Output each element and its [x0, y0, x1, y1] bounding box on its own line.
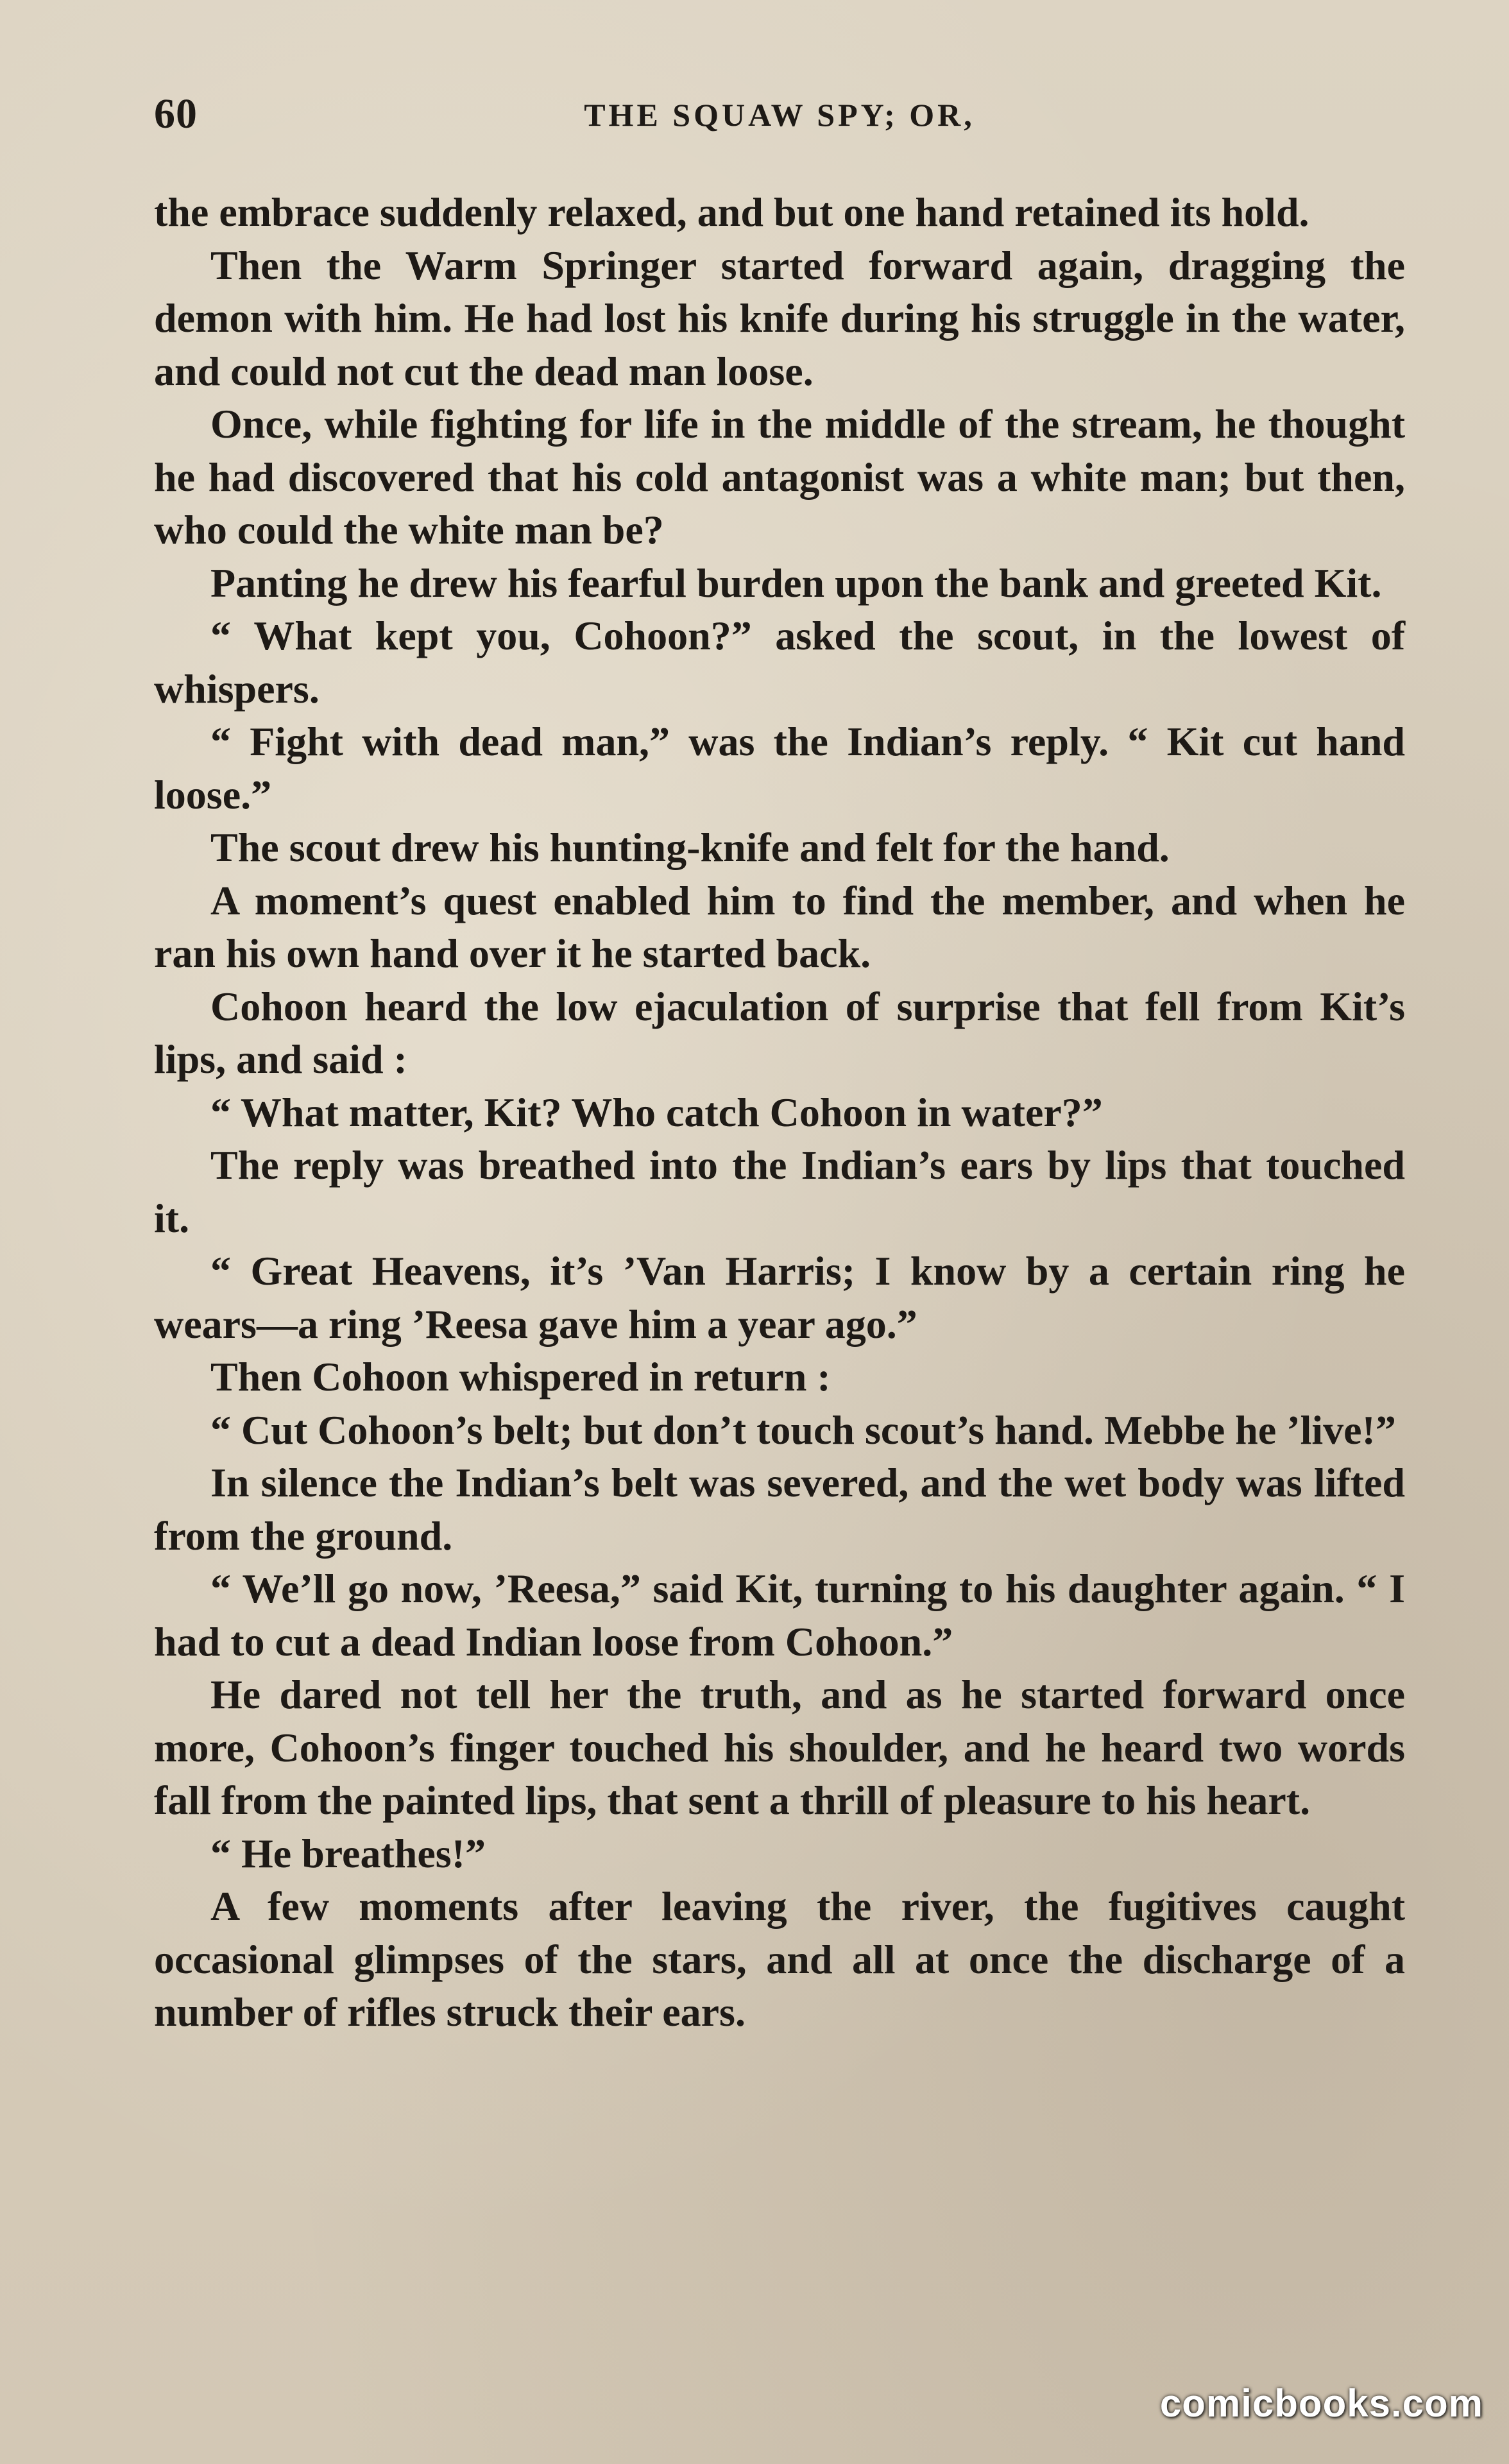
paragraph: Then Cohoon whispered in return :	[210, 1354, 831, 1399]
paragraph: The reply was breathed into the Indian’s ears by lips that touched it.	[154, 1142, 1405, 1241]
paragraph: “ What kept you, Cohoon?” asked the scout, in the lowest of whispers.	[154, 613, 1405, 712]
paragraph: the embrace suddenly relaxed, and but one hand retained its hold.	[154, 189, 1309, 235]
paragraph: Once, while fighting for life in the middle of the stream, he thought he had discovered that his cold antagonist was a white man; but then, who could the white man be?	[154, 401, 1405, 552]
body-text	[154, 186, 1405, 2039]
paragraph: “ Cut Cohoon’s belt; but don’t touch scout’s hand. Mebbe he ’live!”	[210, 1407, 1396, 1453]
paragraph: “ What matter, Kit? Who catch Cohoon in water?”	[210, 1089, 1103, 1135]
running-head: THE SQUAW SPY; OR,	[584, 97, 975, 133]
page-number: 60	[154, 90, 198, 137]
paragraph: “ Fight with dead man,” was the Indian’s reply. “ Kit cut hand loose.”	[154, 719, 1405, 817]
page-header	[154, 90, 1405, 148]
paragraph: He dared not tell her the truth, and as he started forward once more, Cohoon’s finger touched his shoulder, and he heard two words fall from the painted lips, that sent a thrill of pleasure to his heart.	[154, 1672, 1405, 1823]
paragraph: In silence the Indian’s belt was severed, and the wet body was lifted from the ground.	[154, 1460, 1405, 1559]
paragraph: The scout drew his hunting-knife and felt for the hand.	[210, 825, 1170, 870]
paragraph: Cohoon heard the low ejaculation of surprise that fell from Kit’s lips, and said :	[154, 983, 1405, 1082]
paragraph: “ Great Heavens, it’s ’Van Harris; I know by a certain ring he wears—a ring ’Reesa gave him a year ago.”	[154, 1248, 1405, 1347]
paragraph: A few moments after leaving the river, the fugitives caught occasional glimpses of the stars, and all at once the discharge of a number of rifles struck their ears.	[154, 1883, 1405, 2035]
paragraph: “ We’ll go now, ’Reesa,” said Kit, turning to his daughter again. “ I had to cut a dead Indian loose from Cohoon.”	[154, 1566, 1405, 1664]
paragraph: “ He breathes!”	[210, 1830, 486, 1876]
paragraph: Panting he drew his fearful burden upon the bank and greeted Kit.	[210, 560, 1382, 606]
watermark: comicbooks.com	[1159, 2382, 1483, 2425]
paragraph: Then the Warm Springer started forward again, dragging the demon with him. He had lost his knife during his struggle in the water, and could not cut the dead man loose.	[154, 242, 1405, 394]
paragraph: A moment’s quest enabled him to find the member, and when he ran his own hand over it he started back.	[154, 877, 1405, 976]
